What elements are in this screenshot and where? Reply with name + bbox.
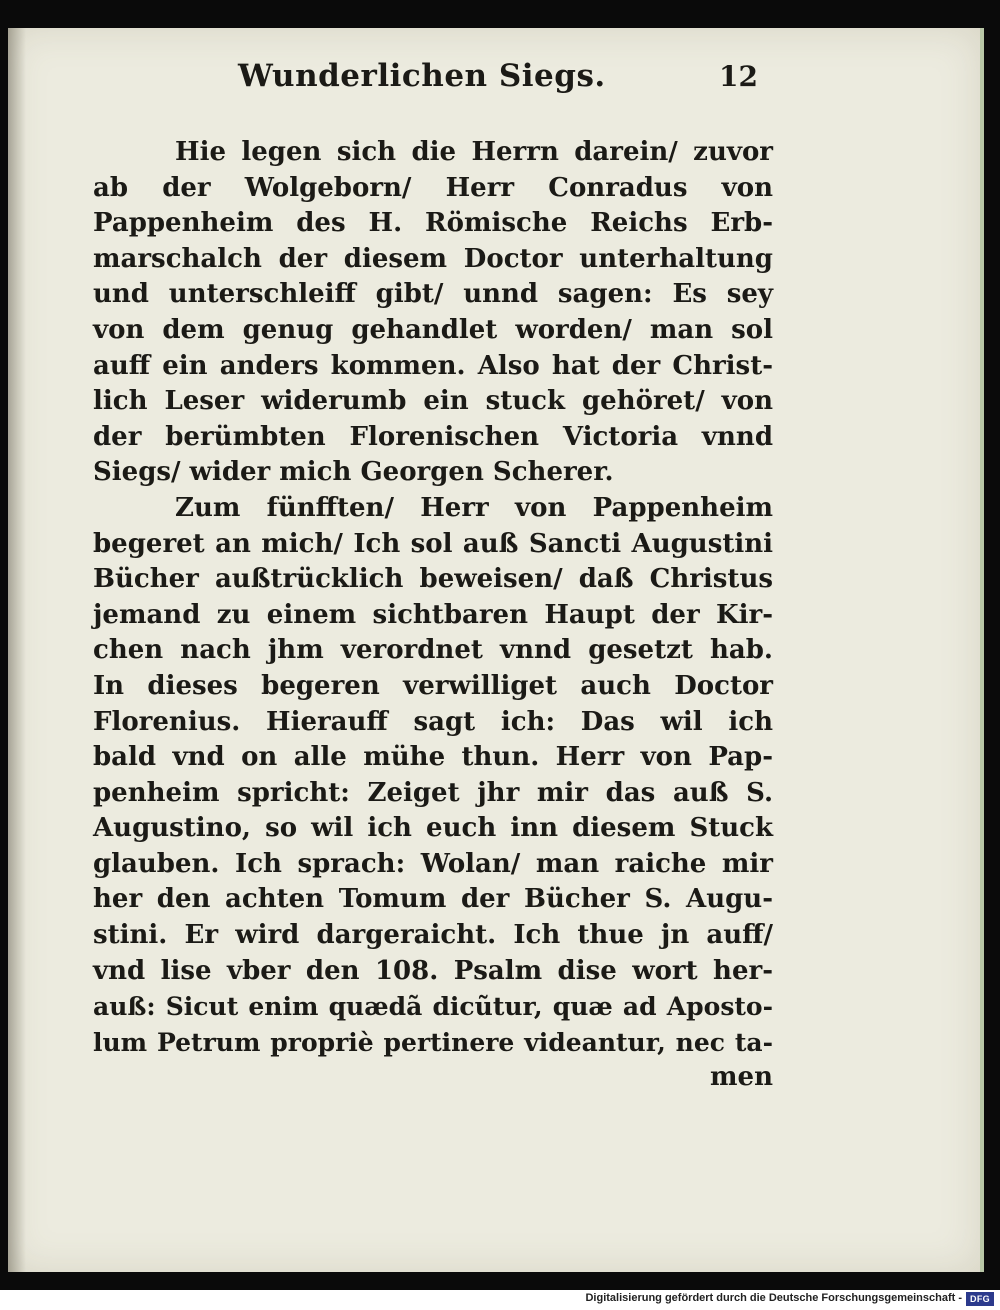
text-line: penheim spricht: Zeiget jhr mir das auß S. bbox=[93, 777, 773, 808]
text-line: auß: Sicut enim quædã dicũtur, quæ ad Aposto- bbox=[93, 992, 773, 1022]
page-header bbox=[238, 58, 758, 106]
text-block bbox=[93, 135, 773, 1096]
spine-shadow bbox=[8, 28, 26, 1272]
text-line: bald vnd on alle mühe thun. Herr von Pap- bbox=[93, 742, 773, 773]
dfg-logo: DFG bbox=[966, 1292, 994, 1306]
text-line: von dem genug gehandlet worden/ man sol bbox=[93, 314, 773, 345]
text-line: Hie legen sich die Herrn darein/ zuvor bbox=[175, 137, 773, 167]
text-line: glauben. Ich sprach: Wolan/ man raiche mir bbox=[93, 848, 773, 879]
text-line: her den achten Tomum der Bücher S. Augu- bbox=[93, 884, 773, 915]
text-line: Siegs/ wider mich Georgen Scherer. bbox=[93, 457, 614, 488]
text-line: lich Leser widerumb ein stuck gehöret/ von bbox=[93, 386, 773, 417]
text-line: Florenius. Hierauff sagt ich: Das wil ich bbox=[93, 706, 773, 737]
text-line: der berümbten Florenischen Victoria vnnd bbox=[93, 421, 773, 452]
text-line: men bbox=[710, 1062, 773, 1093]
text-line: vnd lise vber den 108. Psalm dise wort her- bbox=[93, 955, 773, 986]
text-line: begeret an mich/ Ich sol auß Sancti Augustini bbox=[93, 528, 773, 559]
text-line: jemand zu einem sichtbaren Haupt der Kir- bbox=[93, 599, 773, 630]
page-number: 12 bbox=[719, 60, 758, 93]
text-line: Augustino, so wil ich euch inn diesem Stuck bbox=[93, 813, 773, 844]
text-line: In dieses begeren verwilliget auch Doctor bbox=[93, 670, 773, 701]
text-line: Zum fünfften/ Herr von Pappenheim bbox=[175, 492, 773, 523]
text-line: und unterschleiff gibt/ unnd sagen: Es sey bbox=[93, 279, 773, 310]
text-line: Bücher außtrücklich beweisen/ daß Christus bbox=[93, 564, 773, 595]
text-line: lum Petrum propriè pertinere videantur, nec ta- bbox=[93, 1027, 773, 1057]
running-head: Wunderlichen Siegs. bbox=[238, 58, 606, 94]
text-line: ab der Wolgeborn/ Herr Conradus von bbox=[93, 172, 773, 203]
text-line: auff ein anders kommen. Also hat der Christ- bbox=[93, 350, 773, 381]
text-line: stini. Er wird dargeraicht. Ich thue jn auff/ bbox=[93, 920, 773, 951]
text-line: Pappenheim des H. Römische Reichs Erb- bbox=[93, 208, 773, 239]
digitization-credit: Digitalisierung gefördert durch die Deutsche Forschungsgemeinschaft - bbox=[585, 1292, 962, 1304]
text-line: marschalch der diesem Doctor unterhaltung bbox=[93, 243, 773, 274]
text-line: chen nach jhm verordnet vnnd gesetzt hab. bbox=[93, 635, 773, 666]
